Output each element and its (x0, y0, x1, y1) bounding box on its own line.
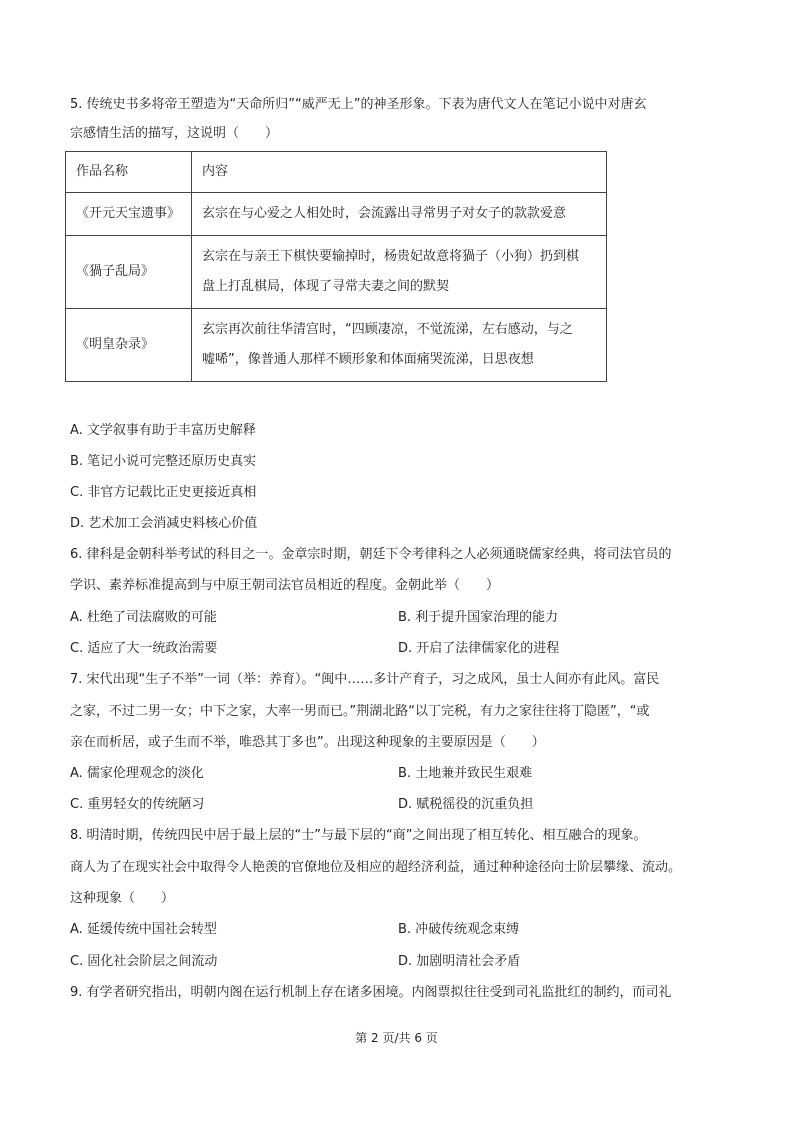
q5-stem-line-2: 宗感情生活的描写，这说明（ ） (70, 126, 279, 141)
q5-stem-line-1: 5. 传统史书多将帝王塑造为“天命所归”“威严无上”的神圣形象。下表为唐代文人在笔记小说中对唐玄 (70, 97, 647, 112)
q5-option-c[interactable]: C. 非官方记载比正史更接近真相 (70, 485, 257, 500)
work-name: 《猧子乱局》 (66, 236, 192, 309)
work-content-line: 玄宗在与亲王下棋快要输掉时，杨贵妃故意将猧子（小狗）扔到棋 (202, 249, 580, 264)
table-row (66, 236, 607, 309)
work-content (192, 236, 607, 309)
q7-option-b[interactable]: B. 土地兼并致民生艰难 (398, 766, 533, 781)
q8-stem-line-2: 商人为了在现实社会中取得令人艳羡的官僚地位及相应的超经济利益，通过种种途径向士阶层攀缘、流动。 (70, 860, 682, 875)
work-name: 《明皇杂录》 (66, 309, 192, 382)
work-content-line: 盘上打乱棋局，体现了寻常夫妻之间的默契 (202, 279, 450, 294)
q7-stem-line-3: 亲在而析居，或子生而不举，唯恐其丁多也”。出现这种现象的主要原因是（ ） (70, 735, 545, 750)
table-header-content: 内容 (192, 152, 607, 193)
q8-option-a[interactable]: A. 延缓传统中国社会转型 (70, 922, 217, 937)
q6-option-a[interactable]: A. 杜绝了司法腐败的可能 (70, 610, 217, 625)
q6-stem-line-1: 6. 律科是金朝科举考试的科目之一。金章宗时期，朝廷下令考律科之人必须通晓儒家经典，将司法官员的 (70, 547, 672, 562)
q5-option-d[interactable]: D. 艺术加工会消减史料核心价值 (70, 516, 258, 531)
work-content-line: 嘘唏”，像普通人那样不顾形象和体面痛哭流涕，日思夜想 (202, 352, 534, 367)
table-row (66, 309, 607, 382)
q6-option-d[interactable]: D. 开启了法律儒家化的进程 (398, 641, 560, 656)
q5-option-b[interactable]: B. 笔记小说可完整还原历史真实 (70, 454, 257, 469)
work-name: 《开元天宝遗事》 (66, 193, 192, 236)
q8-stem-line-3: 这种现象（ ） (70, 891, 175, 906)
q8-option-b[interactable]: B. 冲破传统观念束缚 (398, 922, 520, 937)
table-row (66, 193, 607, 236)
q7-option-c[interactable]: C. 重男轻女的传统陋习 (70, 797, 205, 812)
table-header-row (66, 152, 607, 193)
q8-option-c[interactable]: C. 固化社会阶层之间流动 (70, 954, 218, 969)
q5-table (65, 151, 607, 382)
page-number: 第 2 页/共 6 页 (355, 1031, 438, 1045)
work-content-line: 玄宗在与心爱之人相处时，会流露出寻常男子对女子的款款爱意 (202, 206, 567, 221)
work-content-line: 玄宗再次前往华清宫时，“四顾凄凉，不觉流涕，左右感动，与之 (202, 322, 573, 337)
q9-stem-line-1: 9. 有学者研究指出，明朝内阁在运行机制上存在诸多困境。内阁票拟往往受到司礼监批红的制约，而司礼 (70, 985, 672, 1000)
q7-stem-line-1: 7. 宋代出现“生子不举”一词（举：养育）。“闽中……多计产育子，习之成风，虽士人间亦有此风。富民 (70, 672, 660, 687)
table-header-name: 作品名称 (66, 152, 192, 193)
q8-option-d[interactable]: D. 加剧明清社会矛盾 (398, 954, 521, 969)
work-content (192, 309, 607, 382)
q6-option-b[interactable]: B. 利于提升国家治理的能力 (398, 610, 559, 625)
q7-option-d[interactable]: D. 赋税徭役的沉重负担 (398, 797, 534, 812)
q8-stem-line-1: 8. 明清时期，传统四民中居于最上层的“士”与最下层的“商”之间出现了相互转化、相互融合的现象。 (70, 828, 647, 843)
work-content (192, 193, 607, 236)
q7-option-a[interactable]: A. 儒家伦理观念的淡化 (70, 766, 204, 781)
q6-stem-line-2: 学识、素养标准提高到与中原王朝司法官员相近的程度。金朝此举（ ） (70, 578, 500, 593)
q5-option-a[interactable]: A. 文学叙事有助于丰富历史解释 (70, 423, 256, 438)
q7-stem-line-2: 之家，不过二男一女；中下之家，大率一男而已。”荆湖北路“以丁完税，有力之家往往将丁隐匿”，“或 (70, 704, 650, 719)
q6-option-c[interactable]: C. 适应了大一统政治需要 (70, 641, 218, 656)
